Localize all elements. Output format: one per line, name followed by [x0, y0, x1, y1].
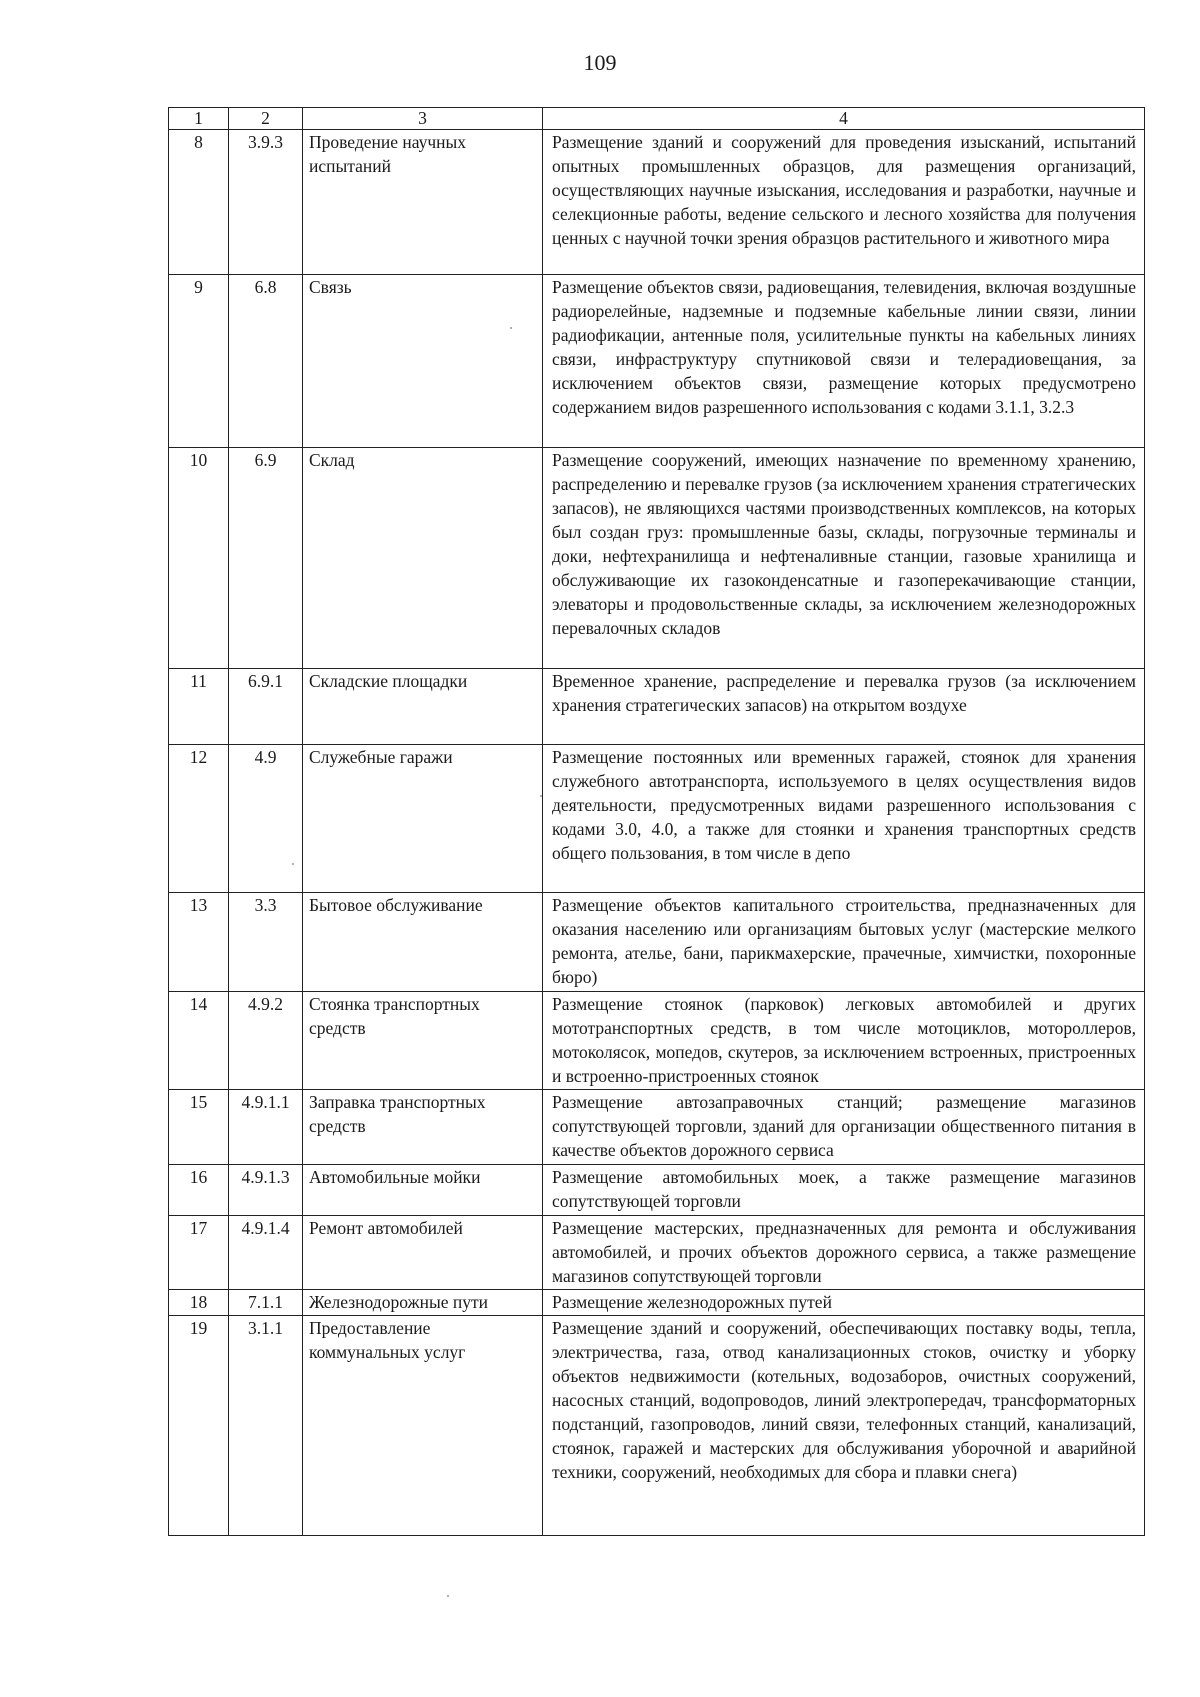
scan-speck	[510, 327, 512, 329]
use-description: Размещение объектов связи, радиовещания, телевидения, включая воздушные радиорелейные, надземные и подземные кабельные линии связи, линии радиофикации, антенные поля, усилительные пункты на кабельных линиях связи, инфраструктуру спутниковой связи и телерадиовещания, за исключением объектов связи, размещение которых предусмотрено содержанием видов разрешенного использования с кодами 3.1.1, 3.2.3	[543, 275, 1145, 448]
use-description: Размещение автомобильных моек, а также размещение магазинов сопутствующей торговли	[543, 1165, 1145, 1216]
table-row	[169, 669, 1145, 745]
row-number: 16	[169, 1165, 229, 1216]
row-number: 19	[169, 1316, 229, 1536]
table-row	[169, 992, 1145, 1090]
use-description: Размещение объектов капитального строительства, предназначенных для оказания населению или организациям бытовых услуг (мастерские мелкого ремонта, ателье, бани, парикмахерские, прачечные, химчистки, похоронные бюро)	[543, 893, 1145, 992]
row-number: 10	[169, 448, 229, 669]
use-name: Стоянка транспортных средств	[303, 992, 543, 1090]
table-row	[169, 130, 1145, 275]
scan-speck	[540, 795, 542, 797]
table-row	[169, 745, 1145, 893]
table-row	[169, 1090, 1145, 1165]
row-number: 14	[169, 992, 229, 1090]
use-description: Размещение сооружений, имеющих назначение по временному хранению, распределению и перевалке грузов (за исключением хранения стратегических запасов), не являющихся частями производственных комплексов, на которых был создан груз: промышленные базы, склады, погрузочные терминалы и доки, нефтехранилища и нефтеналивные станции, газовые хранилища и обслуживающие их газоконденсатные и газоперекачивающие станции, элеваторы и продовольственные склады, за исключением железнодорожных перевалочных складов	[543, 448, 1145, 669]
use-name: Проведение научных испытаний	[303, 130, 543, 275]
row-number: 11	[169, 669, 229, 745]
table-row	[169, 448, 1145, 669]
use-description: Размещение автозаправочных станций; размещение магазинов сопутствующей торговли, зданий для организации общественного питания в качестве объектов дорожного сервиса	[543, 1090, 1145, 1165]
use-code: 6.9	[229, 448, 303, 669]
use-name: Служебные гаражи	[303, 745, 543, 893]
use-code: 4.9.1.3	[229, 1165, 303, 1216]
table-row	[169, 893, 1145, 992]
use-code: 7.1.1	[229, 1290, 303, 1316]
scan-speck	[447, 1595, 449, 1597]
use-description: Размещение железнодорожных путей	[543, 1290, 1145, 1316]
use-description: Размещение мастерских, предназначенных для ремонта и обслуживания автомобилей, и прочих объектов дорожного сервиса, а также размещение магазинов сопутствующей торговли	[543, 1216, 1145, 1290]
table-row	[169, 1216, 1145, 1290]
header-col-3: 3	[303, 108, 543, 130]
row-number: 8	[169, 130, 229, 275]
use-name: Связь	[303, 275, 543, 448]
use-name: Бытовое обслуживание	[303, 893, 543, 992]
use-description: Размещение стоянок (парковок) легковых автомобилей и других мототранспортных средств, в том числе мотоциклов, мотороллеров, мотоколясок, мопедов, скутеров, за исключением встроенных, пристроенных и встроенно-пристроенных стоянок	[543, 992, 1145, 1090]
land-use-table	[168, 107, 1145, 1536]
use-code: 3.3	[229, 893, 303, 992]
row-number: 9	[169, 275, 229, 448]
use-code: 6.8	[229, 275, 303, 448]
scan-speck	[292, 863, 294, 865]
page-number: 109	[583, 50, 617, 75]
table-row	[169, 1316, 1145, 1536]
header-col-2: 2	[229, 108, 303, 130]
use-name: Складские площадки	[303, 669, 543, 745]
use-code: 6.9.1	[229, 669, 303, 745]
use-code: 4.9.1.1	[229, 1090, 303, 1165]
use-name: Железнодорожные пути	[303, 1290, 543, 1316]
use-description: Размещение постоянных или временных гаражей, стоянок для хранения служебного автотранспорта, используемого в целях осуществления видов деятельности, предусмотренных видами разрешенного использования с кодами 3.0, 4.0, а также для стоянки и хранения транспортных средств общего пользования, в том числе в депо	[543, 745, 1145, 893]
use-name: Заправка транспортных средств	[303, 1090, 543, 1165]
use-name: Автомобильные мойки	[303, 1165, 543, 1216]
use-code: 3.1.1	[229, 1316, 303, 1536]
use-code: 4.9.2	[229, 992, 303, 1090]
use-name: Ремонт автомобилей	[303, 1216, 543, 1290]
use-code: 4.9.1.4	[229, 1216, 303, 1290]
use-code: 3.9.3	[229, 130, 303, 275]
table-row	[169, 1290, 1145, 1316]
use-description: Размещение зданий и сооружений для проведения изысканий, испытаний опытных промышленных образцов, для размещения организаций, осуществляющих научные изыскания, исследования и разработки, научные и селекционные работы, ведение сельского и лесного хозяйства для получения ценных с научной точки зрения образцов растительного и животного мира	[543, 130, 1145, 275]
use-description: Размещение зданий и сооружений, обеспечивающих поставку воды, тепла, электричества, газа, отвод канализационных стоков, очистку и уборку объектов недвижимости (котельных, водозаборов, очистных сооружений, насосных станций, водопроводов, линий электропередач, трансформаторных подстанций, газопроводов, линий связи, телефонных станций, канализаций, стоянок, гаражей и мастерских для обслуживания уборочной и аварийной техники, сооружений, необходимых для сбора и плавки снега)	[543, 1316, 1145, 1536]
row-number: 18	[169, 1290, 229, 1316]
use-name: Предоставление коммунальных услуг	[303, 1316, 543, 1536]
use-name: Склад	[303, 448, 543, 669]
table-row	[169, 275, 1145, 448]
use-code: 4.9	[229, 745, 303, 893]
header-col-1: 1	[169, 108, 229, 130]
header-col-4: 4	[543, 108, 1145, 130]
table-row	[169, 1165, 1145, 1216]
row-number: 13	[169, 893, 229, 992]
row-number: 12	[169, 745, 229, 893]
row-number: 17	[169, 1216, 229, 1290]
table-header-row	[169, 108, 1145, 130]
use-description: Временное хранение, распределение и перевалка грузов (за исключением хранения стратегических запасов) на открытом воздухе	[543, 669, 1145, 745]
row-number: 15	[169, 1090, 229, 1165]
